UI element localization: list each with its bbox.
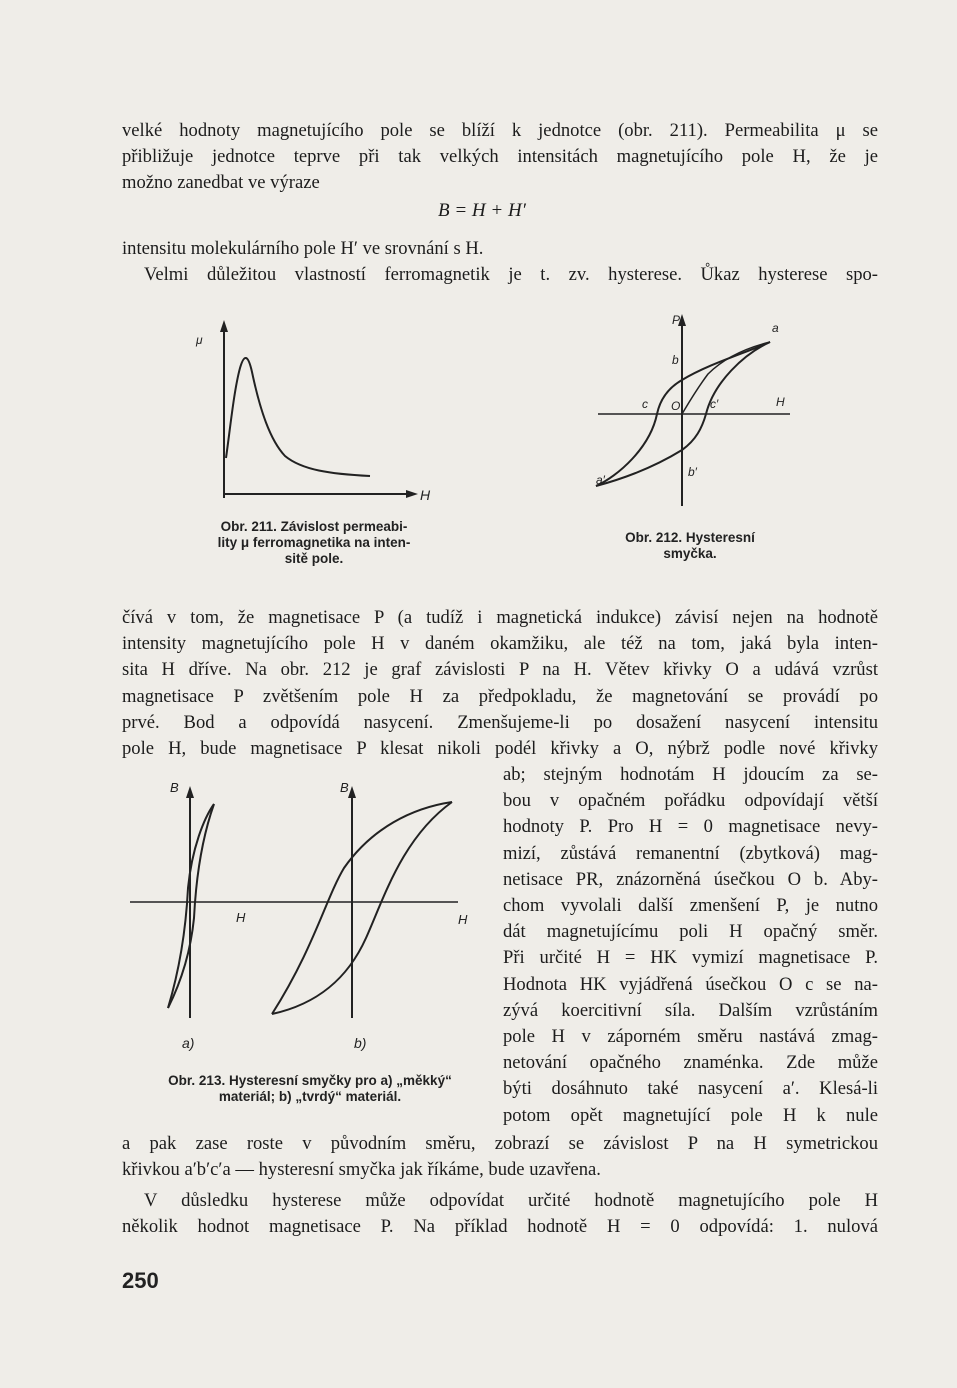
text-line: pole H, bude magnetisace P klesat nikoli podél křivky a O, nýbrž podle nové křivky <box>122 738 878 760</box>
caption-line: Obr. 213. Hysteresní smyčky pro a) „měkký“ <box>168 1073 452 1088</box>
fig213-a-label: a) <box>182 1035 195 1051</box>
text-line: intensitu molekulárního pole H′ ve srovnání s H. <box>122 238 484 259</box>
text-line: netisace PR, znázorněná úsečkou O b. Aby- <box>503 868 878 890</box>
text-line: dát magnetujícímu poli H opačný směr. <box>503 921 878 943</box>
text-line: přibližuje jednotce teprve při tak velkých intensitách magnetujícího pole H, že je <box>122 146 878 168</box>
figure-211-permeability-graph <box>190 320 440 510</box>
paragraph-2 <box>122 236 878 288</box>
figure-212-hysteresis-loop <box>578 308 804 508</box>
fig213-h-label-b: H <box>458 912 468 927</box>
text-line: prvé. Bod a odpovídá nasycení. Zmenšujeme-li po dosažení nasycení intensitu <box>122 711 878 733</box>
text-line: netování opačného znaménka. Zde může <box>503 1052 878 1074</box>
figure-213-hysteresis-loops <box>122 778 492 1058</box>
caption-line: lity μ ferromagnetika na inten- <box>217 535 411 550</box>
fig212-b-label: b <box>672 353 679 367</box>
fig213-b-label: b) <box>354 1035 367 1051</box>
fig213-h-label-a: H <box>236 910 246 925</box>
text-line: Velmi důležitou vlastností ferromagnetik je t. zv. hysterese. Ůkaz hysterese spo- <box>144 264 878 286</box>
fig212-o-label: O <box>671 399 681 413</box>
caption-line: sitě pole. <box>284 551 344 566</box>
paragraph-3 <box>122 605 878 762</box>
text-line: křivkou a′b′c′a — hysteresní smyčka jak říkáme, bude uzavřena. <box>122 1159 601 1181</box>
fig211-h-label: H <box>420 487 431 503</box>
caption-212 <box>600 530 780 562</box>
text-line: čívá v tom, že magnetisace P (a tudíž i magnetická indukce) závisí nejen na hodnotě <box>122 607 878 628</box>
fig213-b-label-b: B <box>340 780 349 795</box>
fig212-h-label: H <box>776 395 785 409</box>
fig212-a-prime-label: a′ <box>596 473 605 487</box>
text-line: zývá koercitivní síla. Dalším vzrůstáním <box>503 999 878 1021</box>
text-line: ab; stejným hodnotám H jdoucím za se- <box>503 764 878 785</box>
text-line: několik hodnot magnetisace P. Na příklad hodnotě H = 0 odpovídá: 1. nulová <box>122 1216 878 1238</box>
text-line: býti dosáhnuto také nasycení a′. Klesá-li <box>503 1078 878 1100</box>
caption-213 <box>124 1073 496 1105</box>
fig212-b-prime-label: b′ <box>688 465 697 479</box>
caption-line: smyčka. <box>663 546 717 561</box>
fig212-c-label: c <box>642 397 648 411</box>
fig212-p-label: P <box>672 313 681 327</box>
fig213-b-label-a: B <box>170 780 179 795</box>
side-paragraph <box>503 762 878 1129</box>
caption-line: Obr. 212. Hysteresní <box>625 530 755 545</box>
text-line: Při určité H = HK vymizí magnetisace P. <box>503 947 878 969</box>
text-line: hodnoty P. Pro H = 0 magnetisace nevy- <box>503 816 878 838</box>
fig211-mu-label: μ <box>196 333 203 347</box>
caption-line: Obr. 211. Závislost permeabi- <box>220 519 408 534</box>
caption-211 <box>196 519 432 567</box>
paragraph-1 <box>122 118 878 197</box>
text-line: magnetisace P zvětšením pole H za předpokladu, že magnetování se provádí po <box>122 685 878 707</box>
text-line: sita H dříve. Na obr. 212 je graf závislosti P na H. Větev křivky O a udává vzrůst <box>122 659 878 681</box>
paragraph-4 <box>122 1131 878 1183</box>
caption-line: materiál; b) „tvrdý“ materiál. <box>218 1089 402 1104</box>
paragraph-5 <box>122 1188 878 1240</box>
text-line: bou v opačném pořádku odpovídají větší <box>503 790 878 812</box>
page-number: 250 <box>122 1268 159 1293</box>
text-line: možno zanedbat ve výraze <box>122 172 320 194</box>
fig212-c-prime-label: c′ <box>710 397 719 411</box>
text-line: Hodnota HK vyjádřená úsečkou O c se na- <box>503 973 878 995</box>
text-line: a pak zase roste v původním směru, zobrazí se závislost P na H symetrickou <box>122 1133 878 1154</box>
fig212-a-label: a <box>772 321 779 335</box>
text-line: pole H v záporném směru nastává zmag- <box>503 1026 878 1048</box>
text-line: potom opět magnetující pole H k nule <box>503 1104 878 1126</box>
text-line: intensity magnetujícího pole H v daném okamžiku, ale též na tom, jaká byla inten- <box>122 633 878 655</box>
text-line: chom vyvolali další zmenšení P, je nutno <box>503 895 878 917</box>
text-line: V důsledku hysterese může odpovídat určité hodnotě magnetujícího pole H <box>144 1190 878 1211</box>
equation: B = H + H′ <box>438 200 526 221</box>
text-line: mizí, zůstává remanentní (zbytková) mag- <box>503 842 878 864</box>
text-line: velké hodnoty magnetujícího pole se blíží k jednotce (obr. 211). Permeabilita μ se <box>122 120 878 141</box>
